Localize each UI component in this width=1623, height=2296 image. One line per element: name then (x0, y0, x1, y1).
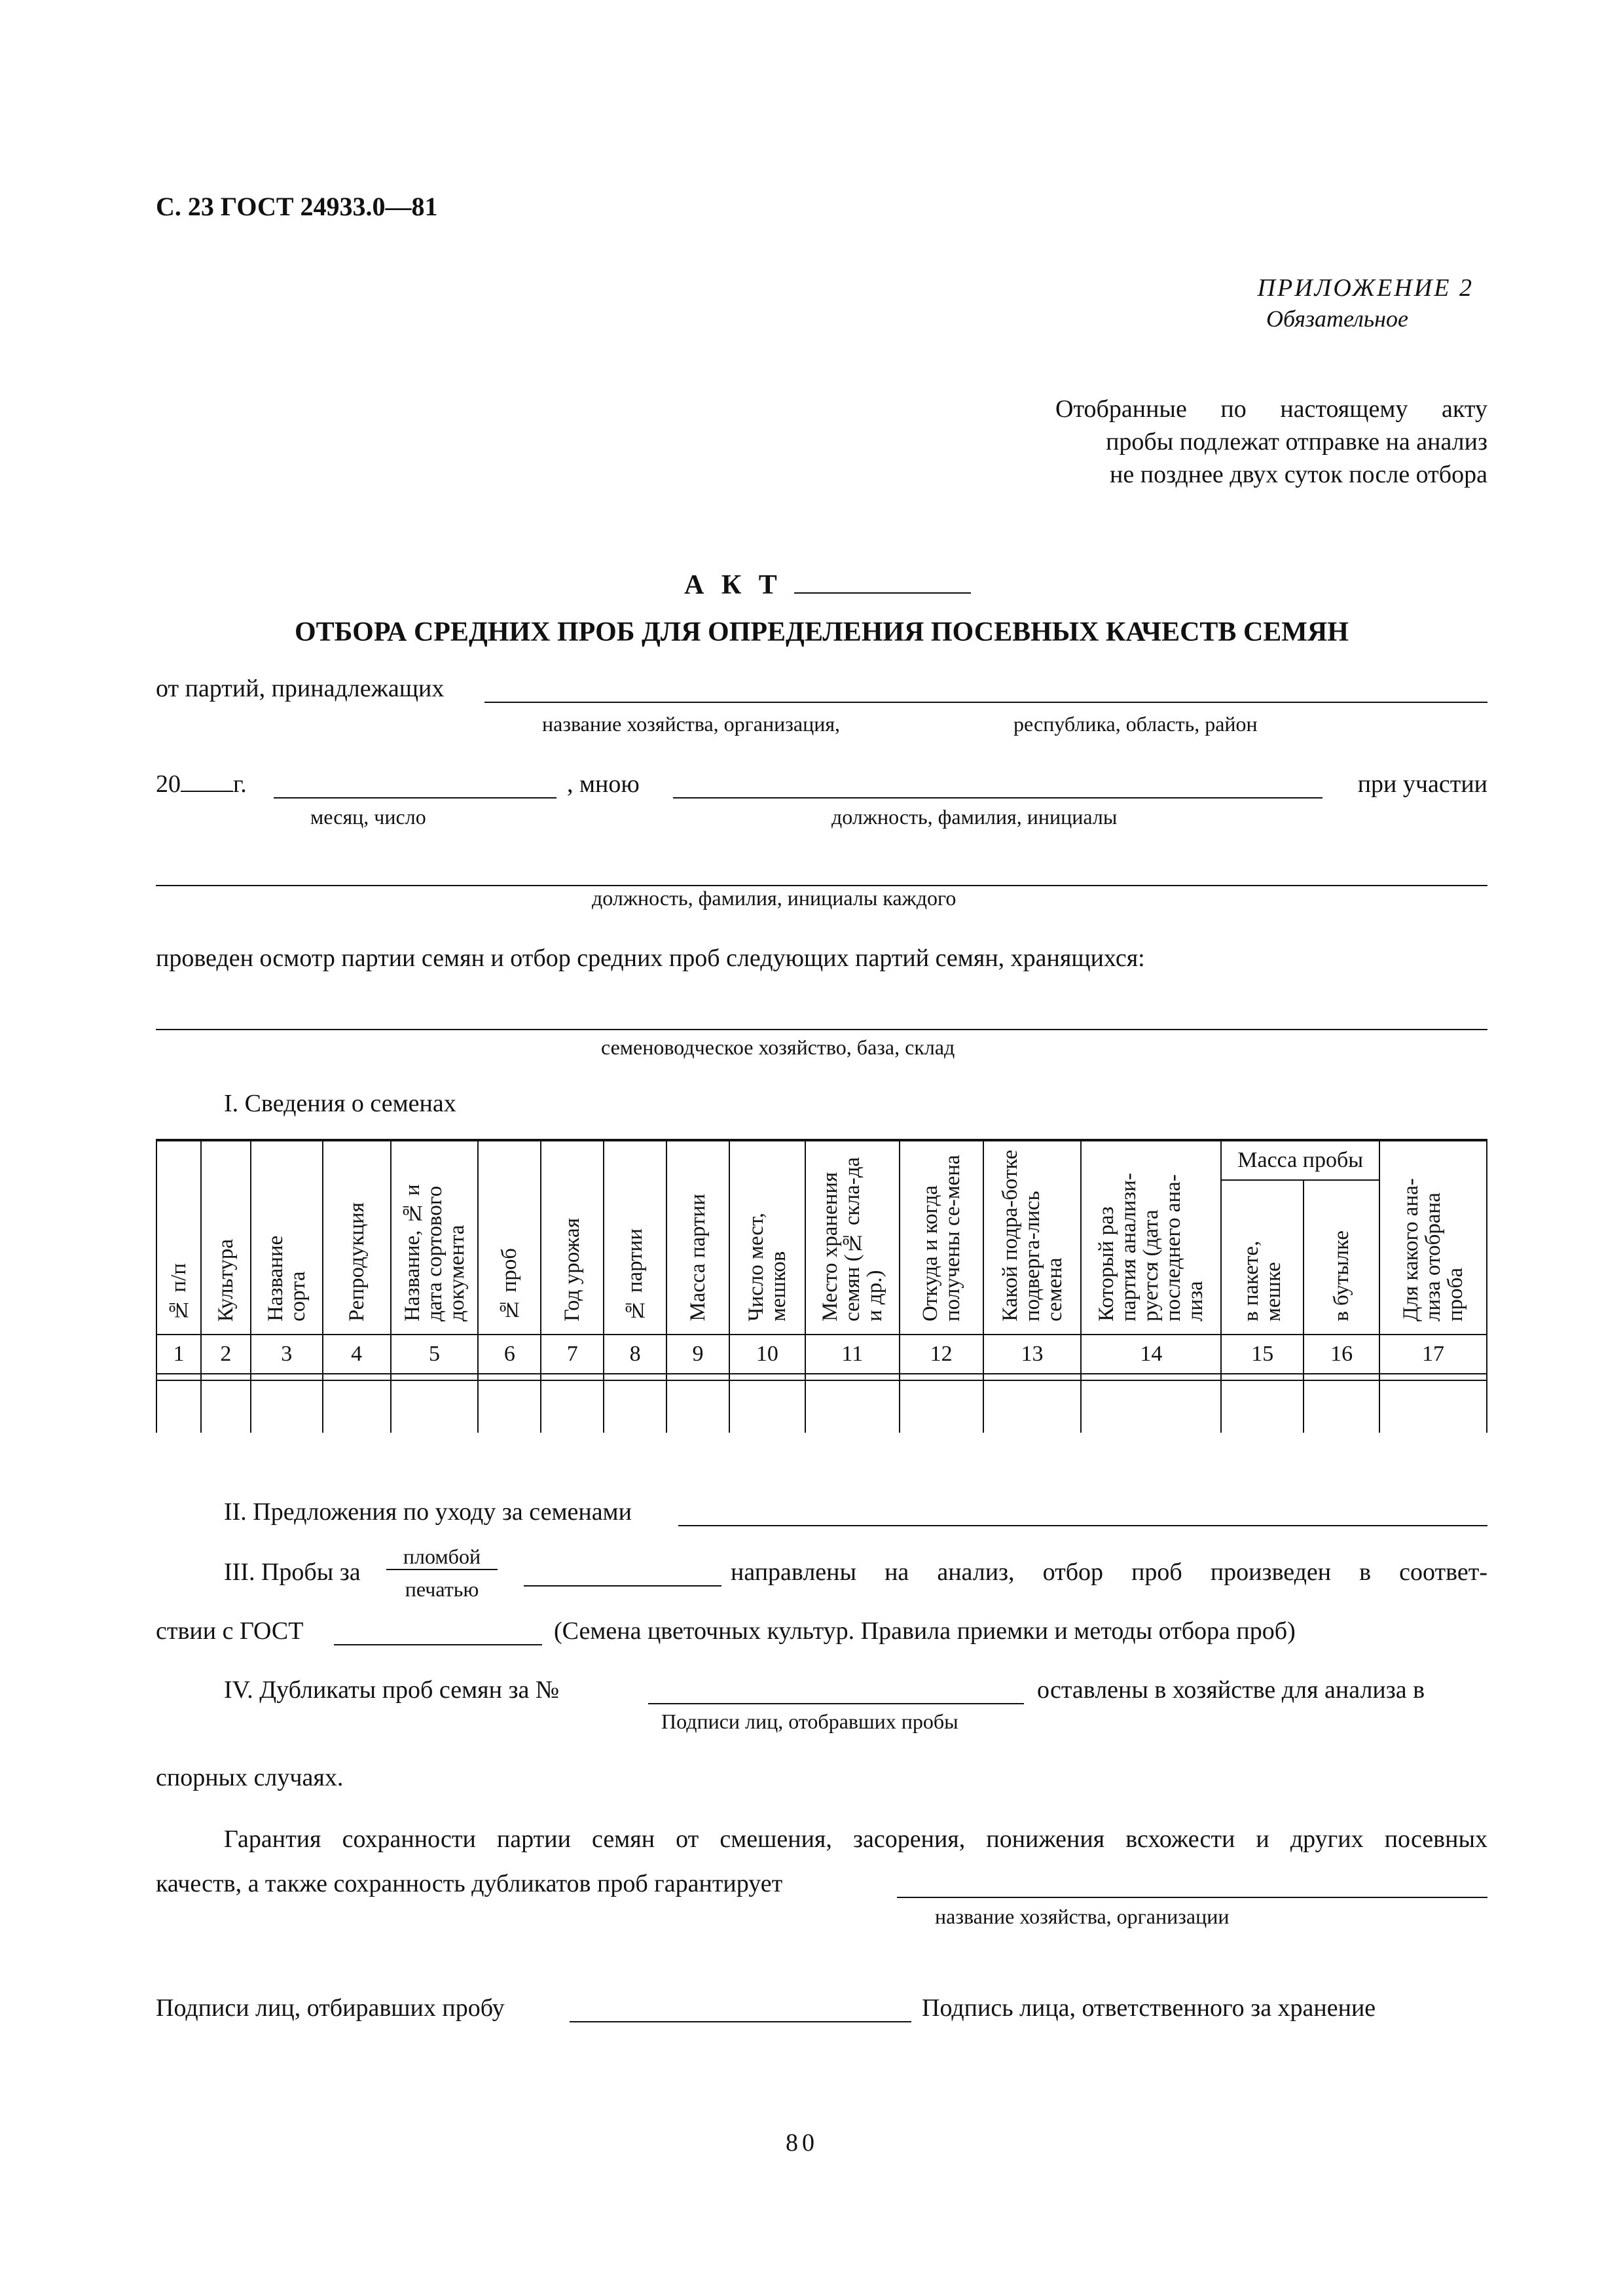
appendix-block (1258, 274, 1474, 332)
participants-caption: должность, фамилия, инициалы каждого (592, 886, 957, 910)
table-number-row (156, 1335, 1487, 1374)
note-line-2: пробы подлежат отправке на анализ (1106, 428, 1487, 456)
month-caption: месяц, число (310, 805, 426, 829)
guarantor-field[interactable] (897, 1897, 1487, 1898)
participation-label: при участии (1357, 770, 1487, 798)
col-header-16: в бутылке (1304, 1180, 1379, 1335)
seal-option-bottom: печатью (405, 1577, 479, 1601)
month-field[interactable] (274, 797, 556, 798)
col-number: 13 (983, 1335, 1082, 1374)
section-3-gost-label: ствии с ГОСТ (156, 1617, 304, 1645)
act-title: ОТБОРА СРЕДНИХ ПРОБ ДЛЯ ОПРЕДЕЛЕНИЯ ПОСЕВНЫХ КАЧЕСТВ СЕМЯН (295, 617, 1349, 647)
by-me-label: , мною (567, 770, 640, 798)
seal-option-top: пломбой (386, 1545, 498, 1570)
act-word: А К Т (684, 570, 782, 600)
col-header-14: Который раз партия анализи-руется (дата последнего ана-лиза (1081, 1140, 1221, 1335)
table-cell[interactable] (478, 1380, 541, 1433)
section-3-gost-text: (Семена цветочных культур. Правила приемки и методы отбора проб) (554, 1617, 1296, 1645)
guarantor-caption: название хозяйства, организации (935, 1905, 1230, 1928)
table-cell[interactable] (201, 1380, 251, 1433)
act-heading (684, 569, 971, 601)
year-line (156, 770, 247, 798)
col-number: 14 (1081, 1335, 1221, 1374)
col-number: 17 (1379, 1335, 1487, 1374)
col-header-12: Откуда и когда получены се-мена (900, 1140, 983, 1335)
col-number: 4 (323, 1335, 391, 1374)
table-cell[interactable] (1304, 1380, 1379, 1433)
guarantee-line-2: качеств, а также сохранность дубликатов проб гарантирует (156, 1870, 783, 1897)
table-cell[interactable] (323, 1380, 391, 1433)
col-number: 7 (541, 1335, 604, 1374)
position-field[interactable] (673, 797, 1322, 798)
table-cell[interactable] (251, 1380, 323, 1433)
table-cell[interactable] (1081, 1380, 1221, 1433)
mass-group-header: Масса пробы (1221, 1140, 1379, 1180)
table-cell[interactable] (604, 1380, 666, 1433)
col-number: 2 (201, 1335, 251, 1374)
owner-caption-2: республика, область, район (1013, 712, 1258, 736)
col-header-6: № проб (478, 1140, 541, 1335)
gost-number-field[interactable] (334, 1644, 542, 1645)
col-header-15: в пакете, мешке (1221, 1180, 1304, 1335)
owner-label: от партий, принадлежащих (156, 675, 445, 702)
col-number: 3 (251, 1335, 323, 1374)
table-row[interactable] (156, 1380, 1487, 1433)
table-cell[interactable] (805, 1380, 900, 1433)
col-header-5: Название, № и дата сортового документа (391, 1140, 479, 1335)
col-number: 6 (478, 1335, 541, 1374)
table-cell[interactable] (729, 1380, 805, 1433)
col-header-9: Масса партии (666, 1140, 729, 1335)
section-3-label: III. Пробы за (224, 1558, 361, 1586)
page-number: 80 (786, 2129, 818, 2157)
col-number: 8 (604, 1335, 666, 1374)
col-header-7: Год урожая (541, 1140, 604, 1335)
signature-right-label: Подпись лица, ответственного за хранение (922, 1994, 1376, 2022)
col-header-17: Для какого ана-лиза отобрана проба (1379, 1140, 1487, 1335)
owner-field[interactable] (484, 702, 1487, 703)
col-number: 11 (805, 1335, 900, 1374)
signature-left-label: Подписи лиц, отбиравших пробу (156, 1994, 505, 2022)
col-header-3: Название сорта (251, 1140, 323, 1335)
col-number: 9 (666, 1335, 729, 1374)
table-cell[interactable] (541, 1380, 604, 1433)
col-number: 1 (156, 1335, 201, 1374)
col-header-8: № партии (604, 1140, 666, 1335)
act-number-field[interactable] (794, 592, 971, 594)
seed-info-table (156, 1139, 1487, 1433)
storage-caption: семеноводческое хозяйство, база, склад (601, 1035, 955, 1059)
col-number: 5 (391, 1335, 479, 1374)
col-header-4: Репродукция (323, 1140, 391, 1335)
appendix-title: ПРИЛОЖЕНИЕ 2 (1257, 274, 1474, 302)
table-cell[interactable] (1221, 1380, 1304, 1433)
col-number: 15 (1221, 1335, 1304, 1374)
note-line-1: Отобранные по настоящему акту (1055, 395, 1487, 423)
section-4-text: оставлены в хозяйстве для анализа в (1037, 1676, 1425, 1704)
col-header-2: Культура (201, 1140, 251, 1335)
table-header-row (156, 1140, 1487, 1180)
table-cell[interactable] (156, 1380, 201, 1433)
table-cell[interactable] (983, 1380, 1082, 1433)
appendix-status: Обязательное (1266, 306, 1408, 332)
section-4-caption: Подписи лиц, отобравших пробы (661, 1710, 958, 1733)
signature-left-field[interactable] (570, 2021, 911, 2022)
section-2-label: II. Предложения по уходу за семенами (224, 1498, 632, 1526)
inspection-text: проведен осмотр партии семян и отбор средних проб следующих партий семян, хранящихся: (156, 944, 1145, 972)
table-cell[interactable] (1379, 1380, 1487, 1433)
section-4-label: IV. Дубликаты проб семян за № (224, 1676, 560, 1704)
page-header: С. 23 ГОСТ 24933.0—81 (156, 192, 438, 221)
table-cell[interactable] (666, 1380, 729, 1433)
col-header-1: № п/п (156, 1140, 201, 1335)
table-separator-row (156, 1374, 1487, 1380)
year-field[interactable] (181, 791, 233, 792)
col-number: 16 (1304, 1335, 1379, 1374)
table-cell[interactable] (900, 1380, 983, 1433)
col-number: 12 (900, 1335, 983, 1374)
owner-caption-1: название хозяйства, организация, (542, 712, 841, 736)
position-caption: должность, фамилия, инициалы (831, 805, 1118, 829)
seal-number-field[interactable] (524, 1585, 721, 1587)
note-line-3: не позднее двух суток после отбора (1110, 461, 1487, 488)
shipping-note (1055, 393, 1487, 491)
section-1-heading: I. Сведения о семенах (224, 1090, 456, 1117)
year-prefix: 20 (156, 770, 181, 798)
section-3-text: направлены на анализ, отбор проб произведен в соответ- (731, 1558, 1487, 1586)
col-header-10: Число мест, мешков (729, 1140, 805, 1335)
storage-field[interactable] (156, 1029, 1487, 1030)
col-number: 10 (729, 1335, 805, 1374)
table-cell[interactable] (391, 1380, 479, 1433)
col-header-13: Какой подра-ботке подверга-лись семена (983, 1140, 1082, 1335)
guarantee-line-1: Гарантия сохранности партии семян от смешения, засорения, понижения всхожести и других посевных (224, 1825, 1487, 1853)
year-suffix: г. (233, 770, 247, 798)
section-4-continuation: спорных случаях. (156, 1764, 344, 1791)
care-proposals-field[interactable] (678, 1525, 1487, 1526)
col-header-11: Место хранения семян (№ скла-да и др.) (805, 1140, 900, 1335)
duplicate-number-field[interactable] (648, 1703, 1024, 1704)
